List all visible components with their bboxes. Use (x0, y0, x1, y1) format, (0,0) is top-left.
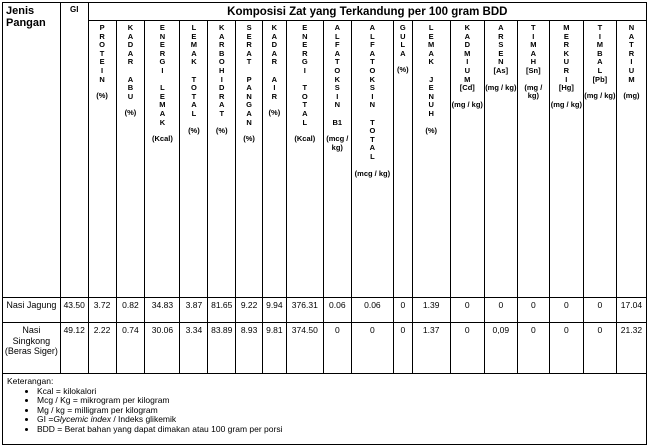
column-header-alfatoksin-b1 (323, 21, 351, 298)
header-letter: M (159, 100, 166, 110)
header-letter: A (334, 48, 341, 58)
value-cell-serat-pangan: 9.22 (236, 298, 263, 323)
notes-heading: Keterangan: (7, 376, 54, 386)
header-letter: B1 (332, 117, 343, 127)
header-letter: S (498, 40, 504, 50)
header-letter: T (370, 117, 375, 127)
note-item: • Mg / kg = milligram per kilogram (37, 406, 642, 416)
header-letter: T (246, 57, 252, 67)
column-header-alfatoksin-total (351, 21, 393, 298)
header-letter: E (191, 31, 197, 41)
header-letter: R (271, 91, 278, 101)
header-letter: K (464, 23, 470, 32)
column-header-merkuri (549, 21, 583, 298)
column-unit: (Kcal) (152, 134, 173, 144)
header-letter: E (159, 23, 165, 32)
header-letter: T (191, 74, 197, 84)
header-letter: R (246, 40, 252, 50)
header-letter: T (370, 57, 375, 67)
header-letter: T (531, 23, 536, 32)
value-cell-alfatoksin-total: 0.06 (351, 298, 393, 323)
header-letter: R (628, 48, 635, 58)
column-unit: (mg / kg) (550, 99, 582, 109)
column-unit: (mg) (623, 91, 640, 101)
note-item: • Kcal = kilokalori (37, 387, 642, 397)
header-letter: S (334, 83, 340, 93)
header-letter: A (271, 74, 278, 84)
header-letter: E (498, 48, 504, 58)
gi-value-cell: 49.12 (60, 323, 88, 374)
header-letter: R (563, 65, 570, 75)
header-letter: M (596, 40, 603, 50)
header-letter: I (532, 31, 535, 41)
header-letter: G (246, 100, 253, 110)
value-cell-protein: 3.72 (88, 298, 116, 323)
column-header-kadar-air (263, 21, 287, 298)
header-letter: I (273, 83, 276, 93)
header-letter: O (190, 83, 197, 93)
header-letter: [Cd] (459, 83, 475, 93)
header-letter: D (271, 40, 278, 50)
column-unit: (mg / kg) (485, 82, 517, 92)
column-unit: (Kcal) (294, 134, 316, 144)
header-letter: A (127, 48, 134, 58)
header-letter: T (597, 23, 603, 32)
header-letter: E (302, 23, 308, 32)
value-cell-serat-pangan: 8.93 (236, 323, 263, 374)
column-unit: (mg / kg) (451, 99, 483, 109)
header-letter: M (530, 40, 537, 50)
header-letter: A (628, 31, 635, 41)
header-letter: R (302, 48, 308, 58)
header-letter: A (369, 143, 376, 153)
value-cell-arsen: 0,09 (484, 323, 517, 374)
header-letter: I (466, 57, 469, 67)
header-letter: R (498, 31, 504, 41)
header-letter: A (530, 48, 537, 58)
jenis-pangan-header: Jenis Pangan (3, 3, 61, 298)
header-letter: E (159, 40, 165, 50)
header-letter: B (597, 48, 603, 58)
header-letter: A (597, 57, 603, 67)
header-letter: A (191, 100, 197, 110)
value-cell-arsen: 0 (484, 298, 517, 323)
header-letter: L (400, 40, 406, 50)
header-letter: A (369, 48, 376, 58)
header-letter: R (219, 40, 225, 50)
header-letter: U (400, 31, 406, 41)
column-unit: (%) (268, 108, 281, 118)
gi-value-cell: 43.50 (60, 298, 88, 323)
header-letter: T (302, 100, 308, 110)
column-header-row (3, 21, 647, 298)
header-letter: R (219, 91, 225, 101)
header-letter: E (302, 40, 308, 50)
header-letter: R (127, 57, 134, 67)
header-letter: L (191, 108, 197, 118)
value-cell-gula: 0 (394, 323, 413, 374)
header-letter: I (371, 91, 374, 101)
gi-header: GI (60, 3, 88, 298)
header-letter: A (219, 100, 225, 110)
value-cell-natrium: 21.32 (616, 323, 646, 374)
header-letter: A (302, 108, 308, 118)
value-cell-energi-total: 374.50 (286, 323, 323, 374)
table-body (3, 298, 647, 374)
header-letter: H (428, 108, 434, 118)
header-letter: A (498, 23, 504, 32)
value-cell-lemak-total: 3.34 (180, 323, 208, 374)
column-header-timah (517, 21, 549, 298)
column-header-arsen (484, 21, 517, 298)
header-letter: K (159, 117, 166, 127)
value-cell-energi-lemak: 34.83 (145, 298, 180, 323)
header-letter: D (219, 83, 225, 93)
header-letter: N (628, 23, 635, 32)
header-letter: L (370, 31, 375, 41)
header-letter: A (428, 48, 434, 58)
value-cell-timah: 0 (517, 323, 549, 374)
column-header-timbal (583, 21, 616, 298)
header-letter: U (628, 65, 635, 75)
header-letter: I (565, 74, 568, 84)
column-unit: (mg / kg) (584, 91, 616, 101)
header-letter: A (191, 48, 197, 58)
header-letter: E (159, 91, 165, 101)
header-letter: O (334, 65, 341, 75)
header-letter: K (219, 23, 225, 32)
table-row (3, 323, 647, 374)
header-letter: A (271, 31, 278, 41)
header-letter: U (563, 57, 570, 67)
notes-list (7, 387, 642, 435)
header-letter: N (246, 91, 252, 101)
value-cell-kadmium: 0 (450, 298, 484, 323)
table-title: Komposisi Zat yang Terkandung per 100 gram BDD (88, 3, 646, 21)
header-letter: U (428, 100, 434, 110)
header-letter: R (271, 57, 278, 67)
value-cell-timbal: 0 (583, 323, 616, 374)
header-letter: I (220, 74, 223, 84)
value-cell-alfatoksin-b1: 0 (323, 323, 351, 374)
header-letter: A (127, 74, 134, 84)
value-cell-merkuri: 0 (549, 298, 583, 323)
column-unit: (%) (215, 125, 228, 135)
header-letter: M (190, 40, 198, 50)
column-unit: (%) (425, 125, 438, 135)
header-letter: D (464, 40, 470, 50)
header-letter: U (464, 65, 470, 75)
header-letter: E (428, 31, 434, 41)
nutrition-table (2, 2, 647, 445)
header-letter: N (334, 100, 341, 110)
header-letter: K (271, 23, 278, 32)
header-letter: L (335, 31, 340, 41)
value-cell-alfatoksin-b1: 0.06 (323, 298, 351, 323)
value-cell-karbohidrat: 81.65 (208, 298, 236, 323)
header-letter: E (99, 57, 105, 67)
header-letter: T (629, 40, 634, 50)
column-unit: (mcg / kg) (326, 134, 349, 152)
header-letter: K (563, 48, 570, 58)
header-letter: M (464, 48, 471, 58)
header-letter: O (369, 126, 376, 136)
header-letter: N (428, 91, 434, 101)
header-letter: S (246, 23, 252, 32)
column-header-kadmium (450, 21, 484, 298)
header-letter: A (246, 108, 252, 118)
header-letter: I (303, 65, 306, 75)
value-cell-energi-total: 376.31 (286, 298, 323, 323)
header-letter: N (498, 57, 504, 67)
header-letter: I (630, 57, 633, 67)
header-letter: N (302, 31, 308, 41)
header-letter: P (99, 23, 105, 32)
header-letter: [Pb] (592, 74, 608, 84)
header-letter: K (334, 74, 341, 84)
column-unit: (%) (243, 134, 255, 144)
header-letter: A (369, 23, 376, 32)
header-letter: [As] (493, 65, 509, 75)
column-header-gula (394, 21, 413, 298)
header-letter: G (399, 23, 406, 32)
header-letter: K (428, 57, 434, 67)
header-letter: A (464, 31, 470, 41)
header-letter: A (246, 48, 252, 58)
header-letter: N (246, 117, 252, 127)
food-name-cell: Nasi Jagung (3, 298, 61, 323)
value-cell-kadar-abu: 0.74 (116, 323, 145, 374)
header-letter: L (302, 117, 308, 127)
header-letter: J (429, 74, 434, 84)
column-header-serat-pangan (236, 21, 263, 298)
header-letter: M (464, 74, 471, 84)
header-letter: E (428, 83, 434, 93)
value-cell-gula: 0 (394, 298, 413, 323)
header-letter: [Sn] (526, 65, 541, 75)
food-name-cell: Nasi Singkong (Beras Siger) (3, 323, 61, 374)
header-letter: K (191, 57, 197, 67)
value-cell-karbohidrat: 83.89 (208, 323, 236, 374)
column-unit: (%) (124, 108, 137, 118)
column-header-lemak-jenuh (412, 21, 450, 298)
header-letter: T (370, 134, 375, 144)
header-letter: P (246, 74, 252, 84)
note-item: • GI =Glycemic index / Indeks glikemik (37, 415, 642, 425)
table-row (3, 298, 647, 323)
value-cell-lemak-jenuh: 1.39 (412, 298, 450, 323)
column-header-energi-total (286, 21, 323, 298)
header-letter: O (369, 65, 376, 75)
value-cell-timbal: 0 (583, 298, 616, 323)
header-letter: G (301, 57, 308, 67)
header-letter: L (370, 151, 375, 161)
header-letter: T (335, 57, 340, 67)
header-letter: A (219, 31, 225, 41)
column-unit: (mcg / kg) (354, 168, 391, 178)
header-letter: O (99, 40, 105, 50)
header-letter: N (369, 100, 376, 110)
header-letter: T (99, 48, 105, 58)
header-letter: K (127, 23, 134, 32)
header-letter: A (271, 48, 278, 58)
header-letter: H (530, 57, 537, 67)
header-letter: A (246, 83, 252, 93)
header-letter: L (160, 83, 165, 93)
header-letter: I (336, 91, 339, 101)
note-item: • BDD = Berat bahan yang dapat dimakan atau 100 gram per porsi (37, 425, 642, 435)
value-cell-kadar-air: 9.94 (263, 298, 287, 323)
header-letter: N (159, 31, 166, 41)
column-unit: (%) (396, 65, 409, 75)
value-cell-lemak-jenuh: 1.37 (412, 323, 450, 374)
column-unit: (%) (188, 125, 200, 135)
column-header-kadar-abu (116, 21, 145, 298)
column-header-natrium (616, 21, 646, 298)
header-letter: H (219, 65, 225, 75)
header-letter: T (191, 91, 197, 101)
header-letter: L (191, 23, 197, 32)
header-letter: A (159, 108, 166, 118)
value-cell-alfatoksin-total: 0 (351, 323, 393, 374)
value-cell-lemak-total: 3.87 (180, 298, 208, 323)
header-letter: R (159, 48, 166, 58)
column-unit: (mg / kg) (524, 82, 543, 101)
column-header-protein (88, 21, 116, 298)
header-letter: A (127, 31, 134, 41)
header-letter: L (597, 65, 603, 75)
header-letter: O (301, 91, 308, 101)
value-cell-timah: 0 (517, 298, 549, 323)
header-letter: T (219, 108, 225, 118)
header-letter: F (335, 40, 340, 50)
value-cell-protein: 2.22 (88, 323, 116, 374)
column-header-karbohidrat (208, 21, 236, 298)
header-letter: A (400, 48, 406, 58)
value-cell-kadar-air: 9.81 (263, 323, 287, 374)
header-letter: A (334, 23, 341, 32)
header-letter: M (628, 74, 635, 84)
header-letter: N (99, 74, 105, 84)
header-letter: R (99, 31, 105, 41)
value-cell-kadar-abu: 0.82 (116, 298, 145, 323)
header-letter: B (127, 83, 134, 93)
header-letter: I (101, 65, 104, 75)
value-cell-kadmium: 0 (450, 323, 484, 374)
column-header-energi-lemak (145, 21, 180, 298)
header-letter: S (369, 83, 375, 93)
header-letter: M (563, 23, 570, 32)
header-letter: K (369, 74, 376, 84)
header-letter: G (159, 57, 166, 67)
note-item: • Mcg / Kg = mikrogram per kilogram (37, 396, 642, 406)
value-cell-natrium: 17.04 (616, 298, 646, 323)
header-letter: M (428, 40, 435, 50)
header-letter: F (370, 40, 375, 50)
value-cell-energi-lemak: 30.06 (145, 323, 180, 374)
header-letter: E (246, 31, 252, 41)
header-letter: U (127, 91, 134, 101)
notes-section (3, 374, 647, 445)
column-header-lemak-total (180, 21, 208, 298)
header-letter: D (127, 40, 134, 50)
header-letter: R (563, 40, 570, 50)
header-letter: B (219, 48, 225, 58)
header-letter: T (302, 83, 308, 93)
value-cell-merkuri: 0 (549, 323, 583, 374)
column-unit: (%) (96, 91, 108, 101)
header-letter: L (428, 23, 434, 32)
header-letter: [Hg] (558, 83, 574, 93)
header-letter: E (563, 31, 569, 41)
header-letter: O (218, 57, 225, 67)
header-letter: I (598, 31, 601, 41)
header-letter: I (161, 65, 164, 75)
